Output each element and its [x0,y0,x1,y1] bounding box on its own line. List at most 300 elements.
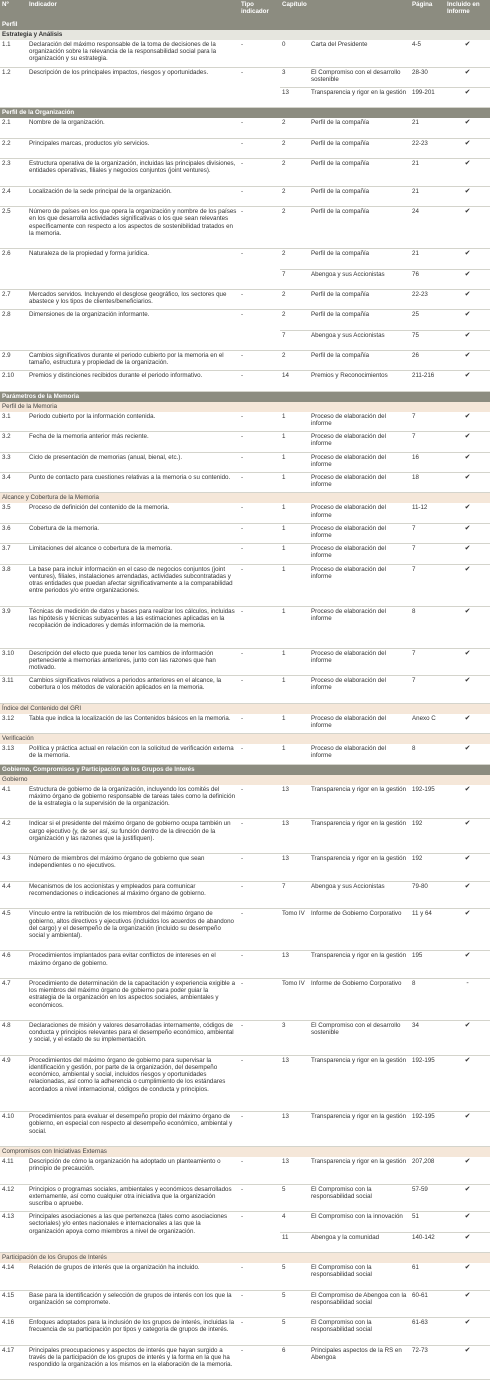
indicator-type: - [239,310,280,351]
indicator-code: 2.10 [0,371,27,391]
indicator-description: Principios o programas sociales, ambientales y económicos desarrollados externamente, así como cualquier otra iniciativa que la organización suscriba o apruebe. [27,1184,239,1212]
included-check-icon: ✔ [445,118,490,138]
section-title: Perfil de la Organización [0,108,490,119]
indicator-description: Fecha de la memoria anterior más reciente. [27,432,239,452]
indicator-description: Principales preocupaciones y aspectos de interés que hayan surgido a través de la participación de los grupos de interés y la forma en la que ha respondido la organización a los mismos en la elaboración de la memoria. [27,1345,239,1380]
included-check-icon: ✔ [445,330,490,350]
indicator-description: Estructura operativa de la organización, incluidas las principales divisiones, entidades operativas, filiales y negocios conjuntos (joint ventures). [27,159,239,187]
chapter-name: Informe de Gobierno Corporativo [309,909,410,951]
table-row [0,1055,490,1111]
indicator-code: 4.2 [0,819,27,854]
chapter-name: Principales aspectos de la RS en Abengoa [309,1345,410,1380]
indicator-description: Cambios significativos relativos a periodos anteriores en el alcance, la cobertura o los métodos de valoración aplicados en la memoria. [27,676,239,704]
page-ref: 207,208 [410,1157,445,1184]
table-row [0,854,490,882]
chapter-number: 13 [280,87,309,107]
subsection-title: Estrategia y Análisis [0,30,490,40]
indicator-description: Procedimientos para evaluar el desempeño propio del máximo órgano de gobierno, en especial con respecto al desempeño económico, ambiental y social. [27,1112,239,1147]
indicator-description: Descripción del efecto que pueda tener los cambios de información perteneciente a memorias anteriores, junto con las razones que han motivado. [27,648,239,676]
included-check-icon: ✔ [445,269,490,289]
included-check-icon: ✔ [445,1157,490,1184]
chapter-name: El Compromiso con la responsabilidad social [309,1318,410,1346]
indicator-description: Periodo cubierto por la información contenida. [27,412,239,432]
indicator-code: 4.16 [0,1318,27,1346]
indicator-code: 4.11 [0,1157,27,1184]
chapter-name: Proceso de elaboración del informe [309,503,410,523]
chapter-name: Perfil de la compañía [309,289,410,309]
page-ref: 21 [410,249,445,269]
included-check-icon: ✔ [445,1112,490,1147]
indicator-type: - [239,978,280,1020]
indicator-type: - [239,881,280,909]
included-check-icon: ✔ [445,473,490,493]
section-title: Parámetros de la Memoria [0,391,490,402]
indicator-description: Localización de la sede principal de la organización. [27,186,239,206]
indicator-type: - [239,909,280,951]
chapter-name: Transparencia y rigor en la gestión [309,854,410,882]
page-ref: 4-5 [410,40,445,67]
indicator-type: - [239,289,280,309]
page-ref: 25 [410,310,445,330]
chapter-name: Perfil de la compañía [309,249,410,269]
indicator-type: - [239,1345,280,1380]
page-ref: 8 [410,606,445,648]
chapter-number: 5 [280,1318,309,1346]
chapter-name: Perfil de la compañía [309,159,410,187]
table-row [0,544,490,564]
table-row [0,564,490,606]
chapter-number: 11 [280,1232,309,1252]
table-header [0,0,490,20]
table-row [0,310,490,330]
table-row [0,606,490,648]
indicator-type: - [239,676,280,704]
included-check-icon: ✔ [445,186,490,206]
indicator-type: - [239,351,280,371]
chapter-number: 2 [280,159,309,187]
included-check-icon: ✔ [445,744,490,764]
indicator-type: - [239,1263,280,1290]
page-ref: 24 [410,207,445,249]
indicator-type: - [239,819,280,854]
included-check-icon: ✔ [445,909,490,951]
chapter-number: 2 [280,351,309,371]
table-row [0,819,490,854]
section-header [0,391,490,402]
indicator-description: Procedimientos implantados para evitar conflictos de intereses en el máximo órgano de gobierno. [27,951,239,979]
included-check-icon: ✔ [445,854,490,882]
section-header [0,20,490,30]
included-check-icon: ✔ [445,564,490,606]
page-ref: 7 [410,523,445,543]
indicator-code: 4.8 [0,1020,27,1055]
page-ref: 57-59 [410,1184,445,1212]
indicator-type: - [239,503,280,523]
indicator-code: 3.8 [0,564,27,606]
indicator-code: 4.5 [0,909,27,951]
indicator-description: Indicar si el presidente del máximo órgano de gobierno ocupa también un cargo ejecutivo (y, de ser así, su función dentro de la dirección de la organización y las razones que la justifiquen). [27,819,239,854]
chapter-number: 3 [280,1020,309,1055]
chapter-number: Tomo IV [280,909,309,951]
indicator-code: 3.6 [0,523,27,543]
table-row [0,159,490,187]
indicator-code: 3.4 [0,473,27,493]
chapter-name: Proceso de elaboración del informe [309,452,410,472]
indicator-description: Base para la identificación y selección de grupos de interés con los que la organización se compromete. [27,1290,239,1318]
indicator-code: 2.8 [0,310,27,351]
chapter-name: Proceso de elaboración del informe [309,544,410,564]
table-row [0,785,490,819]
indicator-description: Declaración del máximo responsable de la toma de decisiones de la organización sobre la relevancia de la responsabilidad social para la organización y su estrategia. [27,40,239,67]
chapter-name: Perfil de la compañía [309,118,410,138]
table-row [0,881,490,909]
chapter-number: 13 [280,1112,309,1147]
chapter-number: 7 [280,269,309,289]
chapter-name: Abengoa y sus Accionistas [309,330,410,350]
indicator-code: 3.12 [0,714,27,734]
chapter-name: Transparencia y rigor en la gestión [309,785,410,819]
included-check-icon: ✔ [445,714,490,734]
chapter-number: 1 [280,648,309,676]
table-row [0,1112,490,1147]
indicator-type: - [239,67,280,108]
chapter-number: 2 [280,118,309,138]
indicator-code: 4.12 [0,1184,27,1212]
indicator-description: Número de países en los que opera la organización y nombre de los países en los que desarrolla actividades significativas o los que sean relevantes específicamente con respecto a los aspectos de sostenibilidad tratados en la memoria. [27,207,239,249]
table-row [0,473,490,493]
page-ref: 11-12 [410,503,445,523]
chapter-name: Transparencia y rigor en la gestión [309,1112,410,1147]
page-ref: 7 [410,564,445,606]
table-row [0,1290,490,1318]
indicator-description: Naturaleza de la propiedad y forma jurídica. [27,249,239,290]
indicator-code: 3.13 [0,744,27,764]
indicator-description: Proceso de definición del contenido de la memoria. [27,503,239,523]
table-row [0,432,490,452]
indicator-type: - [239,606,280,648]
table-row [0,249,490,269]
indicator-description: Principales marcas, productos y/o servicios. [27,138,239,158]
indicator-code: 1.2 [0,67,27,108]
indicator-code: 4.14 [0,1263,27,1290]
table-row [0,452,490,472]
page-ref: 7 [410,648,445,676]
indicator-code: 2.9 [0,351,27,371]
included-check-icon: ✔ [445,606,490,648]
chapter-name: Proceso de elaboración del informe [309,432,410,452]
table-row [0,1184,490,1212]
indicator-type: - [239,473,280,493]
subsection-title: Compromisos con Iniciativas Externas [0,1146,490,1157]
subsection-title: Verificación [0,734,490,745]
chapter-number: 5 [280,1290,309,1318]
indicator-description: Estructura de gobierno de la organización, incluyendo los comités del máximo órgano de gobierno responsable de tareas tales como la definición de la estrategia o la supervisión de la organización. [27,785,239,819]
table-row [0,1157,490,1184]
indicator-description: Procedimientos del máximo órgano de gobierno para supervisar la identificación y gestión, por parte de la organización, del desempeño económico, ambiental y social, incluidos riesgos y oportunidades relacionadas, así como la adherencia o cumplimiento de los estándares acordados a nivel internacional, códigos de conducta y principios. [27,1055,239,1111]
included-check-icon: ✔ [445,1212,490,1232]
indicator-description: Descripción de los principales impactos, riesgos y oportunidades. [27,67,239,108]
chapter-name: Proceso de elaboración del informe [309,648,410,676]
chapter-number: 7 [280,881,309,909]
page-ref: 26 [410,351,445,371]
subsection-header [0,493,490,504]
page-ref: 21 [410,186,445,206]
included-check-icon: ✔ [445,1318,490,1346]
indicator-code: 3.2 [0,432,27,452]
indicator-type: - [239,118,280,138]
chapter-name: El Compromiso con la innovación [309,1212,410,1232]
table-row [0,1020,490,1055]
chapter-name: Proceso de elaboración del informe [309,412,410,432]
chapter-number: 2 [280,186,309,206]
indicator-type: - [239,523,280,543]
indicator-type: - [239,544,280,564]
chapter-number: 2 [280,138,309,158]
included-check-icon: ✔ [445,159,490,187]
page-ref: 8 [410,978,445,1020]
page-ref: 11 y 64 [410,909,445,951]
chapter-name: Proceso de elaboración del informe [309,523,410,543]
table-row [0,40,490,67]
indicator-code: 3.1 [0,412,27,432]
chapter-name: Transparencia y rigor en la gestión [309,1157,410,1184]
page-ref: 21 [410,159,445,187]
chapter-number: 1 [280,473,309,493]
included-check-icon: ✔ [445,523,490,543]
indicator-description: Tabla que indica la localización de las Contenidos básicos en la memoria. [27,714,239,734]
indicator-description: Nombre de la organización. [27,118,239,138]
indicator-description: Mecanismos de los accionistas y empleados para comunicar recomendaciones o indicaciones al máximo órgano de gobierno. [27,881,239,909]
indicator-type: - [239,1212,280,1253]
section-header [0,764,490,775]
chapter-name: Perfil de la compañía [309,351,410,371]
table-row [0,676,490,704]
chapter-name: Proceso de elaboración del informe [309,473,410,493]
page-ref: 75 [410,330,445,350]
header-capitulo: Capítulo [280,0,410,20]
indicator-type: - [239,1112,280,1147]
chapter-name: Informe de Gobierno Corporativo [309,978,410,1020]
included-check-icon: ✔ [445,1263,490,1290]
included-check-icon: ✔ [445,412,490,432]
chapter-number: 6 [280,1345,309,1380]
indicator-description: Dimensiones de la organización informante. [27,310,239,351]
indicator-type: - [239,1055,280,1111]
table-row [0,138,490,158]
page-ref: 18 [410,473,445,493]
indicator-description: Política y práctica actual en relación con la solicitud de verificación externa de la memoria. [27,744,239,764]
indicator-code: 2.4 [0,186,27,206]
subsection-title: Perfil de la Memoria [0,402,490,412]
header-incluido: Incluido en Informe [445,0,490,20]
included-check-icon: ✔ [445,785,490,819]
indicator-type: - [239,249,280,290]
page-ref: 192-195 [410,1055,445,1111]
page-ref: 60-61 [410,1290,445,1318]
page-ref: 7 [410,432,445,452]
included-check-icon: ✔ [445,1055,490,1111]
page-ref: 195 [410,951,445,979]
indicator-code: 2.6 [0,249,27,290]
indicator-description: Cambios significativos durante el periodo cubierto por la memoria en el tamaño, estructura y propiedad de la organización. [27,351,239,371]
indicator-description: Procedimiento de determinación de la capacitación y experiencia exigible a los miembros del máximo órgano de gobierno para poder guiar la estrategia de la organización en los aspectos sociales, ambientales y económicos. [27,978,239,1020]
table-row [0,978,490,1020]
indicator-code: 4.9 [0,1055,27,1111]
indicator-type: - [239,186,280,206]
table-row [0,118,490,138]
chapter-number: 1 [280,432,309,452]
chapter-number: 13 [280,819,309,854]
page-ref: 8 [410,744,445,764]
included-check-icon: ✔ [445,40,490,67]
table-body [0,20,490,1380]
table-row [0,67,490,87]
subsection-header [0,703,490,714]
indicator-code: 3.3 [0,452,27,472]
chapter-number: 0 [280,40,309,67]
indicator-type: - [239,1184,280,1212]
table-row [0,412,490,432]
indicator-code: 2.7 [0,289,27,309]
chapter-number: 1 [280,452,309,472]
included-check-icon: ✔ [445,503,490,523]
indicator-type: - [239,371,280,391]
page-ref: 192-195 [410,785,445,819]
chapter-name: Premios y Reconocimientos [309,371,410,391]
indicator-type: - [239,1290,280,1318]
chapter-name: Perfil de la compañía [309,138,410,158]
included-check-icon: ✔ [445,351,490,371]
indicator-type: - [239,432,280,452]
chapter-number: 1 [280,744,309,764]
indicator-type: - [239,1020,280,1055]
chapter-name: Carta del Presidente [309,40,410,67]
included-check-icon: ✔ [445,289,490,309]
included-check-icon: ✔ [445,452,490,472]
chapter-name: Transparencia y rigor en la gestión [309,1055,410,1111]
indicator-description: Ciclo de presentación de memorias (anual, bienal, etc.). [27,452,239,472]
chapter-number: 4 [280,1212,309,1232]
included-check-icon: ✔ [445,207,490,249]
indicator-type: - [239,452,280,472]
table-row [0,648,490,676]
chapter-name: Abengoa y la comunidad [309,1232,410,1252]
table-row [0,744,490,764]
chapter-number: 2 [280,289,309,309]
indicator-description: Enfoques adoptados para la inclusión de los grupos de interés, incluidas la frecuencia de su participación por tipos y categoría de grupos de interés. [27,1318,239,1346]
indicator-description: Cobertura de la memoria. [27,523,239,543]
chapter-name: Perfil de la compañía [309,310,410,330]
indicator-type: - [239,714,280,734]
indicator-type: - [239,854,280,882]
page-ref: 79-80 [410,881,445,909]
page-ref: 76 [410,269,445,289]
indicator-code: 1.1 [0,40,27,67]
included-check-icon: ✔ [445,1232,490,1252]
indicator-description: Principales asociaciones a las que pertenezca (tales como asociaciones sectoriales) y/o entes nacionales e internacionales a las que la organización apoya como miembros a nivel de organización. [27,1212,239,1253]
chapter-number: 2 [280,310,309,330]
indicator-code: 2.2 [0,138,27,158]
page-ref: 61 [410,1263,445,1290]
indicator-code: 4.3 [0,854,27,882]
indicator-code: 3.7 [0,544,27,564]
section-title: Perfil [0,20,490,30]
indicator-code: 3.11 [0,676,27,704]
table-row [0,1345,490,1380]
table-row [0,351,490,371]
page-ref: 7 [410,412,445,432]
chapter-number: Tomo IV [280,978,309,1020]
indicator-description: Relación de grupos de interés que la organización ha incluido. [27,1263,239,1290]
indicator-description: Vínculo entre la retribución de los miembros del máximo órgano de gobierno, altos directivos y ejecutivos (incluidos los acuerdos de abandono del cargo) y el desempeño de la organización (incluido su desempeño social y ambiental). [27,909,239,951]
included-check-icon: ✔ [445,310,490,330]
indicator-type: - [239,138,280,158]
chapter-name: Perfil de la compañía [309,207,410,249]
page-ref: 7 [410,676,445,704]
table-row [0,714,490,734]
table-row [0,1263,490,1290]
subsection-header [0,775,490,785]
table-row [0,503,490,523]
page-ref: 192 [410,819,445,854]
indicator-type: - [239,1157,280,1184]
included-check-icon: ✔ [445,648,490,676]
indicator-type: - [239,1318,280,1346]
table-row [0,1318,490,1346]
indicator-code: 4.10 [0,1112,27,1147]
section-title: Gobierno, Compromisos y Participación de los Grupos de Interés [0,764,490,775]
chapter-number: 1 [280,523,309,543]
subsection-title: Alcance y Cobertura de la Memoria [0,493,490,504]
included-check-icon: ✔ [445,1020,490,1055]
chapter-name: El Compromiso con el desarrollo sostenible [309,1020,410,1055]
indicator-description: Premios y distinciones recibidos durante el periodo informativo. [27,371,239,391]
table-row [0,909,490,951]
chapter-number: 13 [280,1055,309,1111]
page-ref: 22-23 [410,289,445,309]
included-check-icon: ✔ [445,881,490,909]
indicator-description: Número de miembros del máximo órgano de gobierno que sean independientes o no ejecutivos. [27,854,239,882]
indicator-type: - [239,648,280,676]
chapter-name: Proceso de elaboración del informe [309,676,410,704]
chapter-name: Proceso de elaboración del informe [309,606,410,648]
indicator-type: - [239,785,280,819]
indicator-code: 4.4 [0,881,27,909]
chapter-name: Proceso de elaboración del informe [309,564,410,606]
indicator-description: Mercados servidos. Incluyendo el desglose geográfico, los sectores que abastece y los tipos de clientes/beneficiarios. [27,289,239,309]
chapter-number: 13 [280,854,309,882]
page-ref: 140-142 [410,1232,445,1252]
indicator-code: 2.1 [0,118,27,138]
chapter-number: 13 [280,951,309,979]
chapter-number: 1 [280,606,309,648]
chapter-name: Perfil de la compañía [309,186,410,206]
indicator-code: 4.6 [0,951,27,979]
subsection-header [0,402,490,412]
indicator-code: 3.9 [0,606,27,648]
included-check-icon: ✔ [445,544,490,564]
included-check-icon: ✔ [445,676,490,704]
chapter-name: El Compromiso de Abengoa con la responsabilidad social [309,1290,410,1318]
chapter-name: El Compromiso con la responsabilidad social [309,1263,410,1290]
page-ref: 22-23 [410,138,445,158]
indicator-code: 4.13 [0,1212,27,1253]
chapter-number: 2 [280,207,309,249]
chapter-name: Proceso de elaboración del informe [309,714,410,734]
chapter-number: 13 [280,785,309,819]
indicator-description: La base para incluir información en el caso de negocios conjuntos (joint ventures), filiales, instalaciones arrendadas, actividades subcontratadas y otras entidades que puedan afectar significativamente a la comparabilidad entre periodos y/o entre organizaciones. [27,564,239,606]
indicator-description: Técnicas de medición de datos y bases para realizar los cálculos, incluidas las hipótesis y técnicas subyacentes a las estimaciones aplicadas en la recopilación de indicadores y demás información de la memoria. [27,606,239,648]
